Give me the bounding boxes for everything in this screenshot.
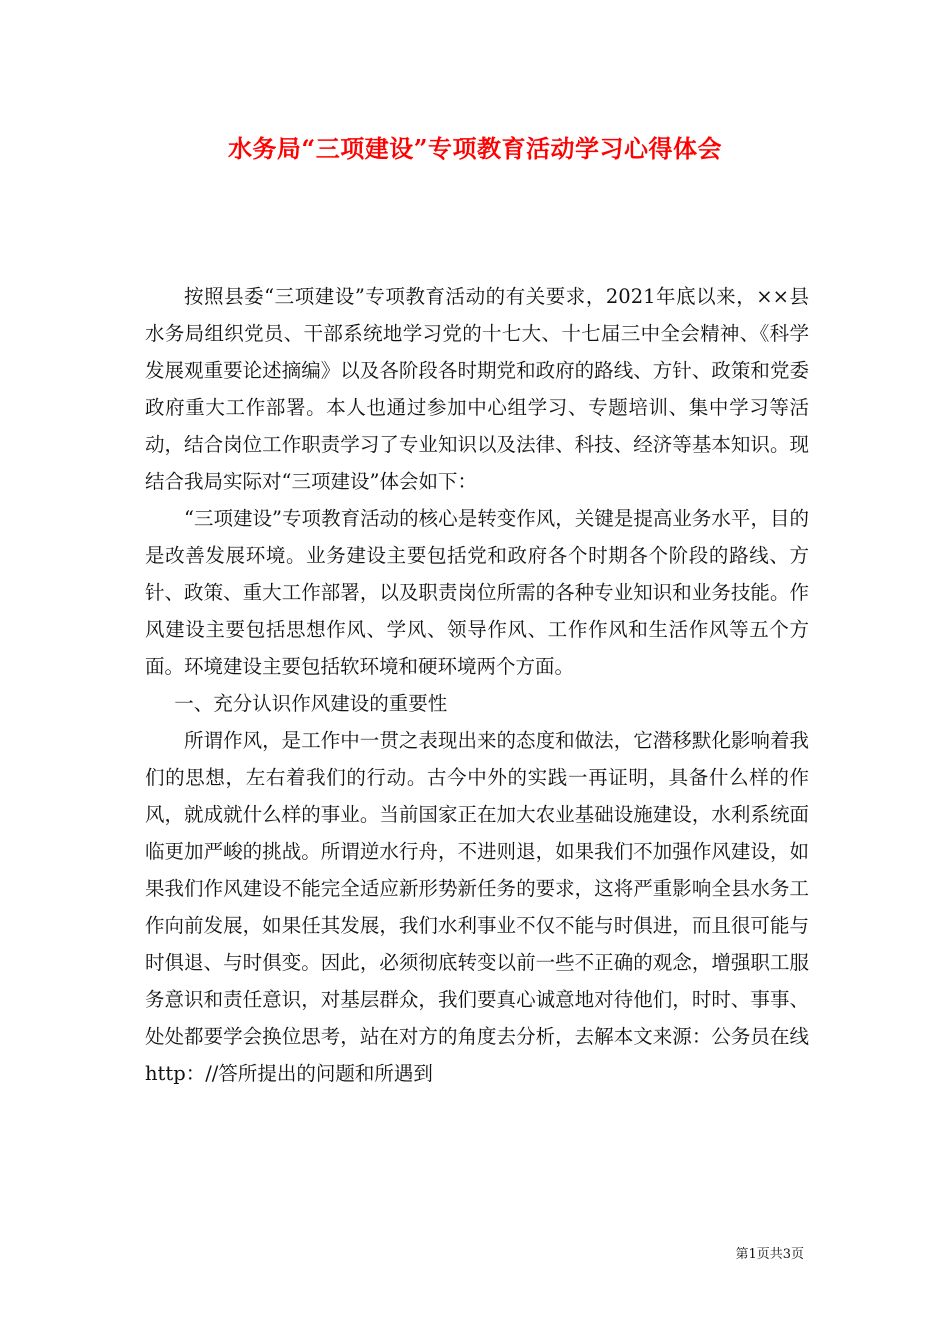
paragraph-section-one: 所谓作风，是工作中一贯之表现出来的态度和做法，它潜移默化影响着我们的思想，左右着我们的行动。古今中外的实践一再证明，具备什么样的作风，就成就什么样的事业。当前国家正在加大农业基础设施建设，水利系统面临更加严峻的挑战。所谓逆水行舟，不进则退，如果我们不加强作风建设，如果我们作风建设不能完全适应新形势新任务的要求，这将严重影响全县水务工作向前发展，如果任其发展，我们水利事业不仅不能与时俱进，而且很可能与时俱退、与时俱变。因此，必须彻底转变以前一些不正确的观念，增强职工服务意识和责任意识，对基层群众，我们要真心诚意地对待他们，时时、事事、处处都要学会换位思考，站在对方的角度去分析，去解本文来源：公务员在线http：//答所提出的问题和所遇到 xyxy=(145,729,809,1085)
document-body xyxy=(145,278,809,1092)
document-title: 水务局“三项建设”专项教育活动学习心得体会 xyxy=(227,134,723,163)
page-number-indicator: 第1页共3页 xyxy=(735,1247,804,1262)
paragraph-intro: 按照县委“三项建设”专项教育活动的有关要求，2021年底以来，××县水务局组织党员、干部系统地学习党的十七大、十七届三中全会精神、《科学发展观重要论述摘编》以及各阶段各时期党和政府的路线、方针、政策和党委政府重大工作部署。本人也通过参加中心组学习、专题培训、集中学习等活动，结合岗位工作职责学习了专业知识以及法律、科技、经济等基本知识。现结合我局实际对“三项建设”体会如下： xyxy=(145,285,809,493)
section-heading: 一、充分认识作风建设的重要性 xyxy=(174,692,448,715)
paragraph-overview: “三项建设”专项教育活动的核心是转变作风，关键是提高业务水平，目的是改善发展环境。业务建设主要包括党和政府各个时期各个阶段的路线、方针、政策、重大工作部署，以及职责岗位所需的各种专业知识和业务技能。作风建设主要包括思想作风、学风、领导作风、工作作风和生活作风等五个方面。环境建设主要包括软环境和硬环境两个方面。 xyxy=(145,507,809,678)
